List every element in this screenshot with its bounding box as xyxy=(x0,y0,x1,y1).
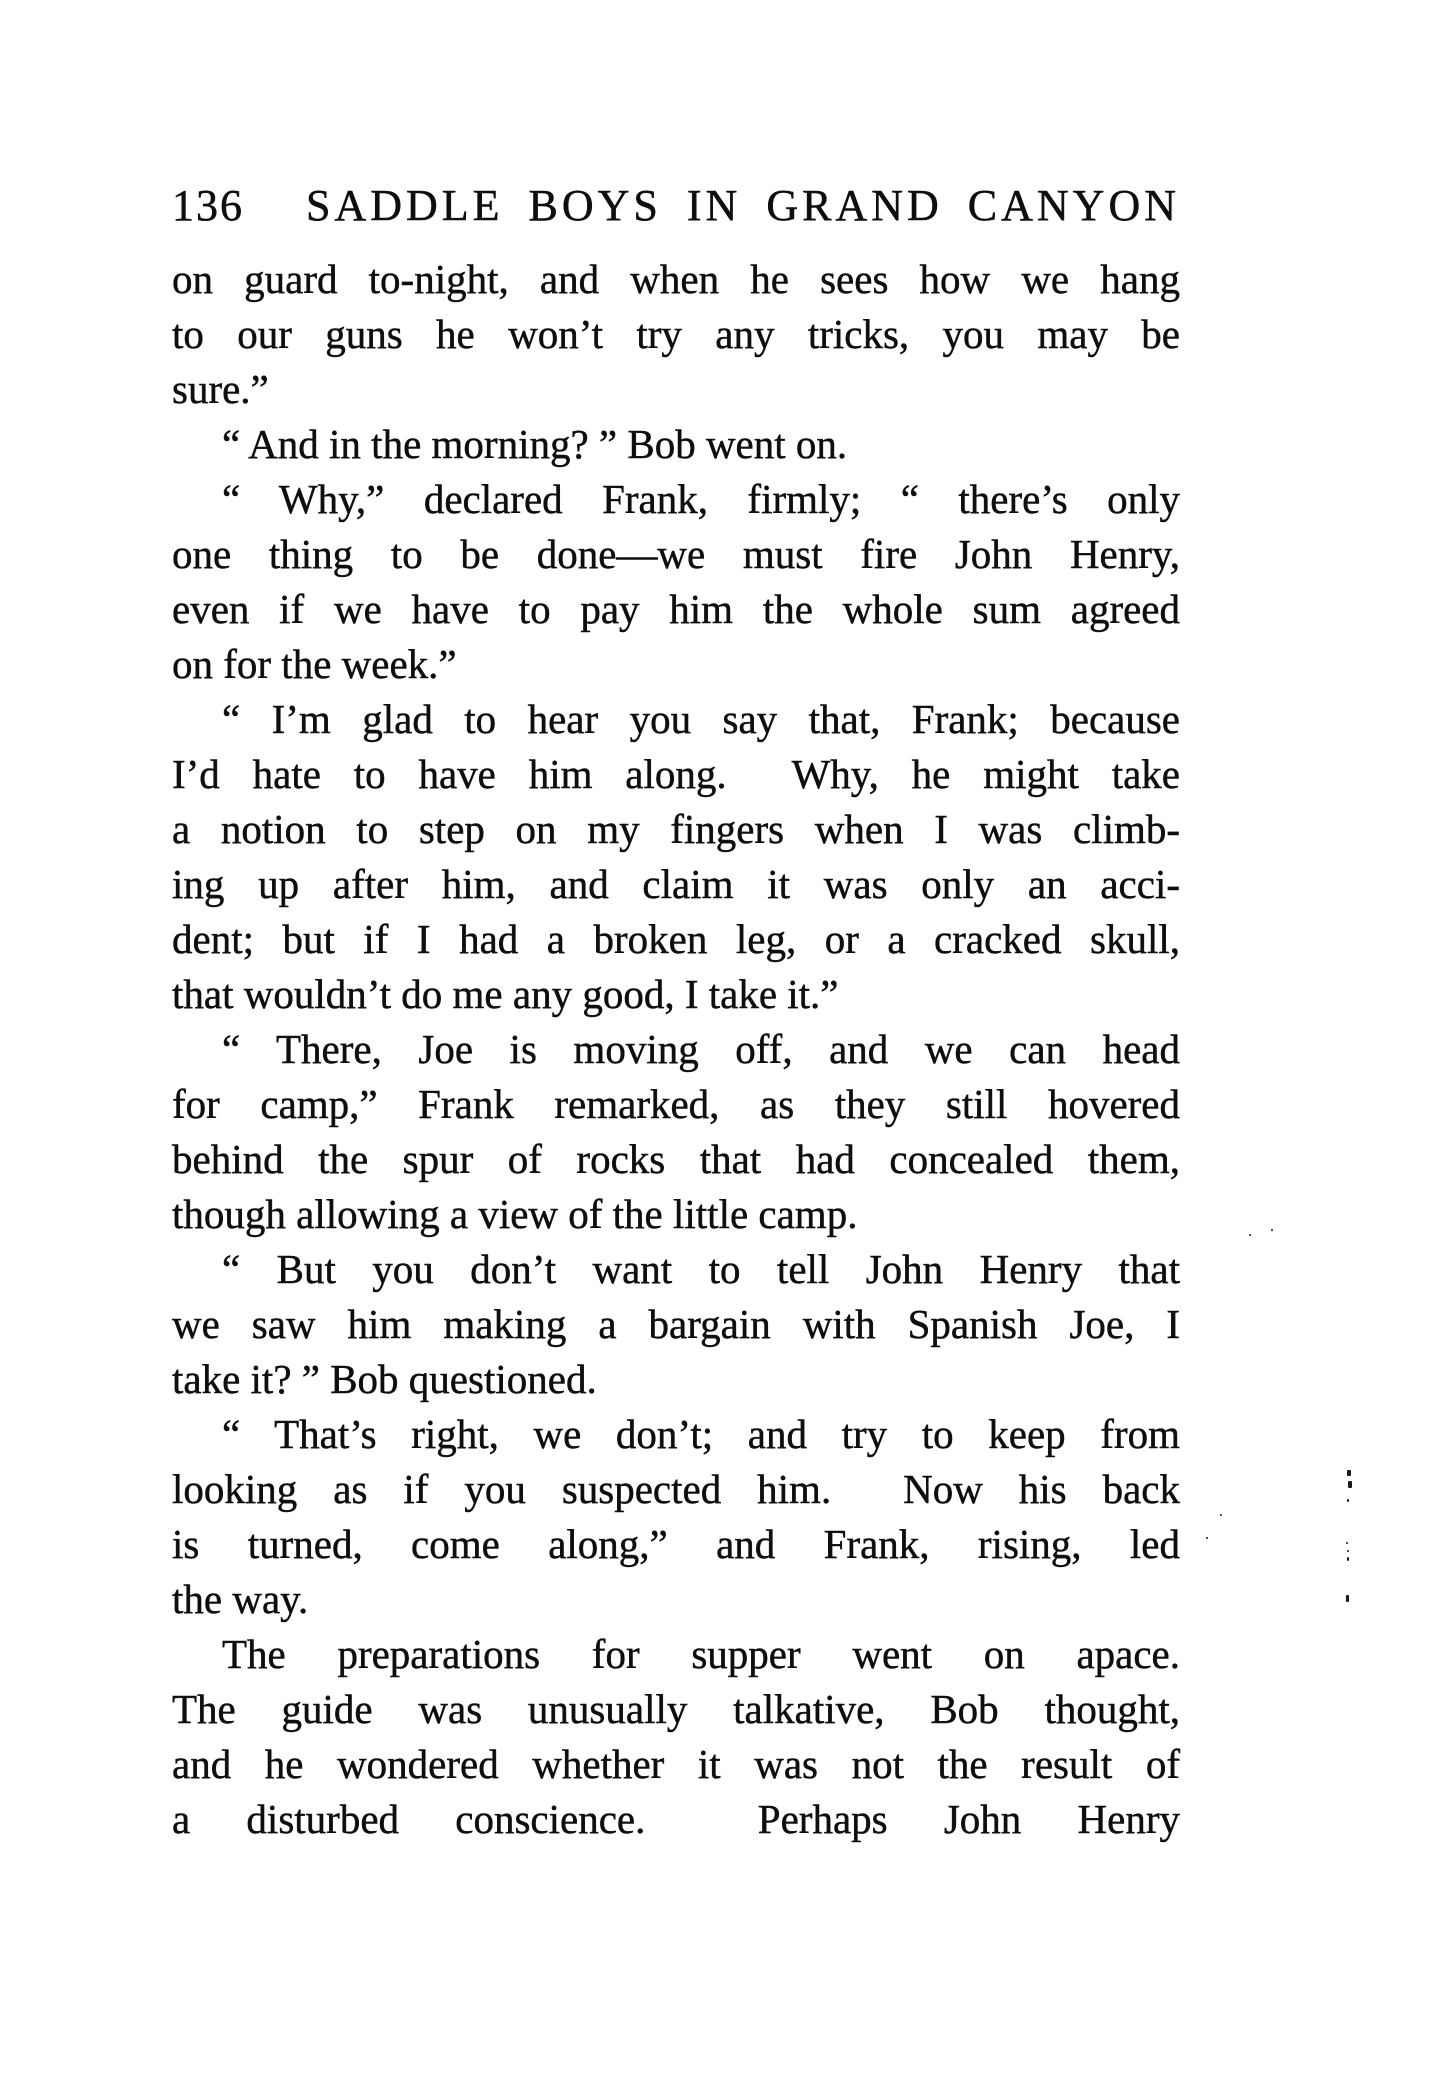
text-line: a disturbed conscience. Perhaps John Henry xyxy=(172,1796,1180,1842)
text-line: for camp,” Frank remarked, as they still hovered xyxy=(172,1081,1180,1127)
text-line: a notion to step on my fingers when I was climb- xyxy=(172,806,1180,852)
text-line: that wouldn’t do me any good, I take it.” xyxy=(172,971,839,1017)
text-line: “ But you don’t want to tell John Henry that xyxy=(222,1246,1180,1292)
page-text-column xyxy=(172,252,1180,1847)
scan-speck xyxy=(1347,1557,1349,1561)
scan-speck xyxy=(1347,1499,1349,1502)
scan-speck xyxy=(1249,1234,1251,1236)
text-line: sure.” xyxy=(172,366,269,412)
scan-speck xyxy=(1346,1595,1349,1602)
text-line: and he wondered whether it was not the result of xyxy=(172,1741,1180,1787)
text-line: “ That’s right, we don’t; and try to keep from xyxy=(222,1411,1180,1457)
text-line: “ And in the morning? ” Bob went on. xyxy=(222,421,848,467)
text-line: looking as if you suspected him. Now his back xyxy=(172,1466,1180,1512)
text-line: take it? ” Bob questioned. xyxy=(172,1356,597,1402)
scan-speck xyxy=(1347,1550,1349,1552)
text-line: The preparations for supper went on apace. xyxy=(222,1631,1180,1677)
text-line: on for the week.” xyxy=(172,641,457,687)
text-line: though allowing a view of the little camp. xyxy=(172,1191,858,1237)
page-number: 136 xyxy=(172,181,244,230)
text-line: one thing to be done—we must fire John Henry, xyxy=(172,531,1180,577)
scan-speck xyxy=(1348,1481,1352,1488)
running-header xyxy=(172,181,1180,230)
text-line: behind the spur of rocks that had concealed them, xyxy=(172,1136,1180,1182)
text-line: the way. xyxy=(172,1576,309,1622)
text-line: ing up after him, and claim it was only an acci- xyxy=(172,861,1180,907)
scan-speck xyxy=(1346,1542,1348,1544)
text-line: to our guns he won’t try any tricks, you may be xyxy=(172,311,1180,357)
text-line: is turned, come along,” and Frank, rising, led xyxy=(172,1521,1180,1567)
scan-speck xyxy=(1271,1229,1273,1231)
text-line: “ Why,” declared Frank, firmly; “ there’s only xyxy=(222,476,1180,522)
text-line: dent; but if I had a broken leg, or a cracked skull, xyxy=(172,916,1180,962)
header-title: SADDLE BOYS IN GRAND CANYON xyxy=(305,181,1180,230)
text-line: even if we have to pay him the whole sum agreed xyxy=(172,586,1180,632)
text-line: we saw him making a bargain with Spanish Joe, I xyxy=(172,1301,1180,1347)
scan-speck xyxy=(1206,1537,1208,1539)
text-line: “ I’m glad to hear you say that, Frank; because xyxy=(222,696,1180,742)
scan-speck xyxy=(1220,1514,1222,1516)
text-line: The guide was unusually talkative, Bob thought, xyxy=(172,1686,1180,1732)
scan-speck xyxy=(1347,1470,1351,1476)
text-line: “ There, Joe is moving off, and we can head xyxy=(222,1026,1180,1072)
text-line: I’d hate to have him along. Why, he might take xyxy=(172,751,1180,797)
text-line: on guard to-night, and when he sees how we hang xyxy=(172,256,1180,302)
